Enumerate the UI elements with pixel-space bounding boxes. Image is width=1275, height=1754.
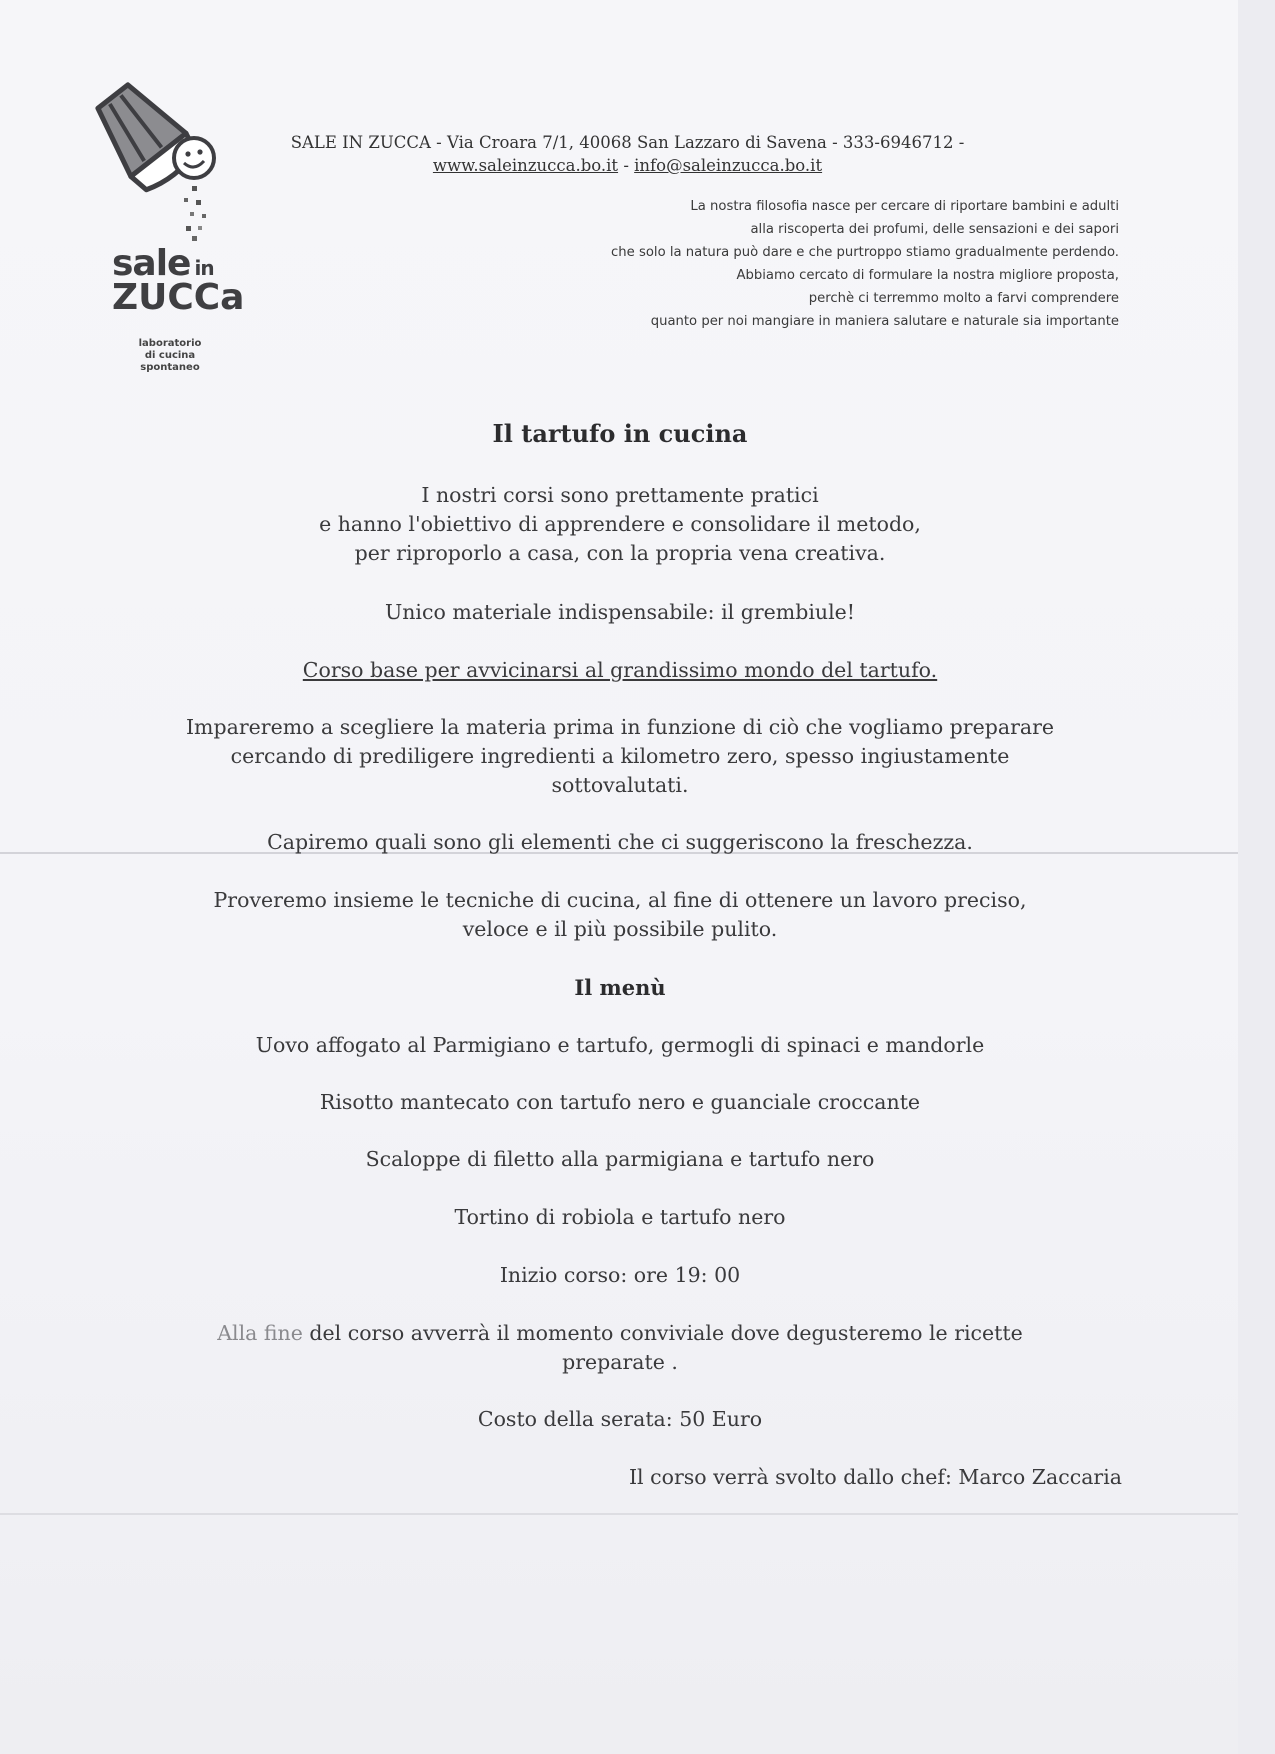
salt-shaker-icon — [92, 62, 232, 262]
techniques-paragraph: Proveremo insieme le tecniche di cucina, al fine di ottenere un lavoro preciso, veloce e il più possibile pulito. — [213, 888, 1027, 941]
material-line: Unico materiale indispensabile: il grembiule! — [384, 600, 856, 624]
logo-wordmark: sale in ZUCCa — [112, 243, 245, 318]
logo-subtitle: laboratorio di cucina spontaneo — [138, 338, 202, 373]
cost-line: Costo della serata: 50 Euro — [477, 1407, 763, 1431]
philosophy-text: La nostra filosofia nasce per cercare di riportare bambini e adulti alla riscoperta dei profumi, delle sensazioni e dei sapori che solo la natura può dare e che purtroppo stiamo gradualmente perdendo. Abbiamo cercato di formulare la nostra migliore proposta, perchè ci terremmo molto a farvi comprendere quanto per noi mangiare in maniera salutare e naturale sia importante — [611, 199, 1119, 329]
address-line: SALE IN ZUCCA - Via Croara 7/1, 40068 San Lazzaro di Savena - 333-6946712 - — [290, 133, 965, 152]
fold-crease — [0, 1513, 1238, 1515]
contact-header — [255, 131, 1000, 177]
separator: - — [623, 156, 629, 175]
ending-paragraph: Alla fine del corso avverrà il momento conviviale dove degusteremo le ricette preparate . — [217, 1321, 1023, 1374]
menu-item: Tortino di robiola e tartufo nero — [454, 1205, 786, 1229]
intro-paragraph: I nostri corsi sono prettamente pratici e hanno l'obiettivo di apprendere e consolidare il metodo, per riproporlo a casa, con la propria vena creativa. — [319, 483, 921, 565]
menu-title: Il menù — [574, 975, 666, 1000]
menu-item: Scaloppe di filetto alla parmigiana e tartufo nero — [365, 1147, 875, 1171]
start-time: Inizio corso: ore 19: 00 — [499, 1263, 741, 1287]
logo — [92, 62, 245, 392]
chef-line: Il corso verrà svolto dallo chef: Marco Zaccaria — [628, 1465, 1122, 1489]
course-base-line: Corso base per avvicinarsi al grandissimo mondo del tartufo. — [302, 658, 938, 682]
menu-item: Risotto mantecato con tartufo nero e guanciale croccante — [319, 1090, 921, 1114]
learn-paragraph: Impareremo a scegliere la materia prima in funzione di ciò che vogliamo preparare cercando di prediligere ingredienti a kilometro zero, spesso ingiustamente sottovalutati. — [185, 715, 1055, 797]
page-title: Il tartufo in cucina — [492, 419, 748, 448]
website-link[interactable]: www.saleinzucca.bo.it — [432, 156, 619, 175]
email-link[interactable]: info@saleinzucca.bo.it — [634, 156, 823, 175]
menu-item: Uovo affogato al Parmigiano e tartufo, germogli di spinaci e mandorle — [255, 1033, 985, 1057]
freshness-line: Capiremo quali sono gli elementi che ci suggeriscono la freschezza. — [267, 830, 973, 854]
